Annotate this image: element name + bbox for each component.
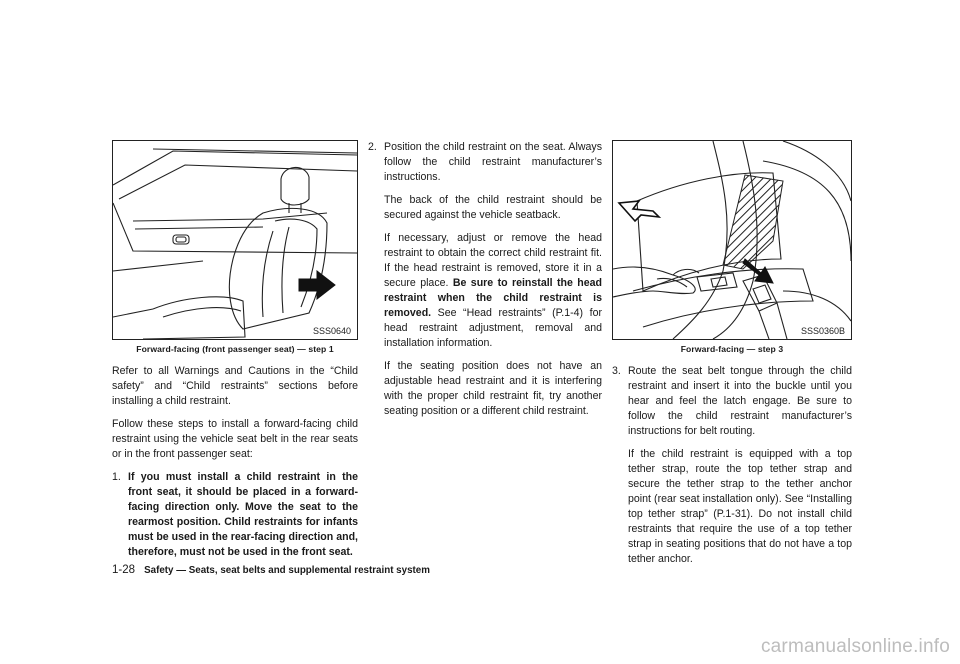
column-2	[368, 140, 602, 427]
figure-code: SSS0360B	[800, 326, 845, 336]
figure-caption: Forward-facing (front passenger seat) — step 1	[136, 344, 334, 354]
head-restraint-reference: See “Head restraints” (P.1-4) for head restraint adjustment, removal and installation information.	[384, 307, 602, 349]
figure-buckle-step-3	[612, 140, 852, 340]
step-number: 2.	[368, 141, 377, 153]
step-text: Route the seat belt tongue through the child restraint and insert it into the buckle until you hear and feel the latch engage. Be sure to follow the child restraint manufacturer’s instructions for belt routing.	[628, 365, 852, 437]
step-1	[112, 470, 358, 560]
step-3	[612, 364, 852, 439]
paragraph-steps-intro: Follow these steps to install a forward-facing child restraint using the vehicle seat belt in the rear seats or in the front passenger seat:	[112, 418, 358, 460]
paragraph-head-restraint	[384, 231, 602, 351]
paragraph-top-tether: If the child restraint is equipped with a top tether strap, route the top tether strap and secure the tether strap to the tether anchor point (rear seat installation only). See “Installing top tether strap” (P.1-31). Do not install child restraints that require the use of a top tether strap in seating positions that do not have a top tether anchor.	[628, 448, 852, 565]
seat-illustration	[113, 141, 357, 339]
figure-front-passenger-seat	[112, 140, 358, 340]
step-1-warning: If you must install a child restraint in the front seat, it should be placed in a forward-facing direction only. Move the seat to the rearmost position. Child restraints for infants must be used in the rear-facing direction and, therefore, must not be used in the front seat.	[128, 471, 358, 558]
buckle-illustration	[613, 141, 851, 339]
column-1	[112, 140, 358, 568]
page-number: 1-28	[112, 564, 136, 576]
arrow-right-icon	[299, 271, 335, 299]
step-2	[368, 140, 602, 185]
step-text: Position the child restraint on the seat. Always follow the child restraint manufacturer’s instructions.	[384, 141, 602, 183]
watermark: carmanualsonline.info	[760, 636, 950, 657]
figure-code: SSS0640	[312, 326, 351, 336]
step-number: 3.	[612, 365, 621, 377]
paragraph-seatback: The back of the child restraint should be secured against the vehicle seatback.	[384, 194, 602, 221]
head-restraint-text: If necessary, adjust or remove the head restraint to obtain the correct child restraint fit. If the head restraint is removed, store it in a secure place.	[384, 232, 602, 289]
column-3	[612, 140, 852, 575]
paragraph-warnings: Refer to all Warnings and Cautions in the “Child safety” and “Child restraints” sections before installing a child restraint.	[112, 365, 358, 407]
figure-caption: Forward-facing — step 3	[680, 344, 784, 354]
head-restraint-warning: Be sure to reinstall the head restraint when the child restraint is removed.	[384, 277, 602, 319]
paragraph-adjustable: If the seating position does not have an adjustable head restraint and it is interfering with the proper child restraint fit, try another seating position or a different child restraint.	[384, 360, 602, 417]
arrow-left-icon	[619, 201, 659, 221]
page-footer	[112, 564, 430, 576]
step-text	[128, 470, 358, 560]
step-number: 1.	[112, 471, 121, 483]
footer-title: Safety — Seats, seat belts and supplemental restraint system	[144, 565, 430, 576]
